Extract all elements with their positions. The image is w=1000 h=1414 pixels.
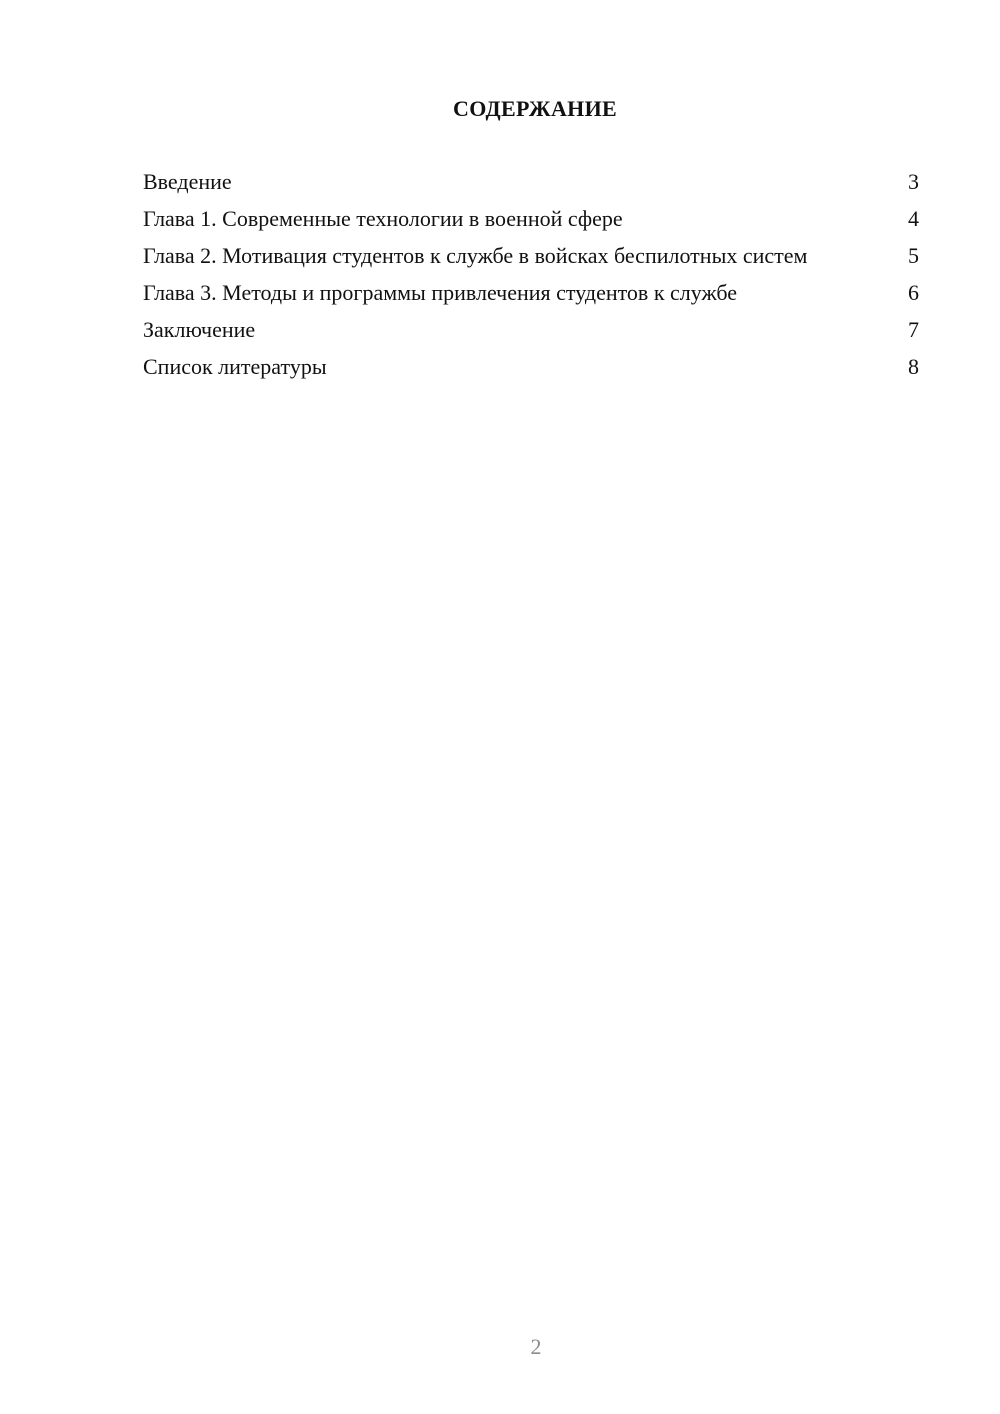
toc-entry-title: Список литературы [143, 354, 327, 379]
toc-entry-page: 7 [908, 317, 919, 342]
toc-entry-chapter-1[interactable] [143, 205, 919, 232]
toc-entry-title: Введение [143, 169, 232, 194]
toc-entry-introduction[interactable] [143, 168, 919, 195]
toc-entry-references[interactable] [143, 353, 919, 380]
toc-entry-title: Глава 1. Современные технологии в военной сфере [143, 206, 623, 231]
toc-entry-conclusion[interactable] [143, 316, 919, 343]
toc-entry-title: Глава 3. Методы и программы привлечения студентов к службе [143, 280, 738, 305]
table-of-contents [143, 168, 919, 390]
toc-entry-page: 5 [908, 243, 919, 268]
toc-entry-chapter-3[interactable] [143, 279, 919, 306]
toc-entry-title: Заключение [143, 317, 256, 342]
toc-entry-page: 3 [908, 169, 919, 194]
toc-entry-page: 8 [908, 354, 919, 379]
toc-entry-title: Глава 2. Мотивация студентов к службе в войсках беспилотных систем [143, 243, 808, 268]
page-number: 2 [530, 1334, 542, 1359]
toc-entry-page: 4 [908, 206, 919, 231]
toc-entry-page: 6 [908, 280, 919, 305]
toc-heading: СОДЕРЖАНИЕ [453, 96, 617, 121]
toc-entry-chapter-2[interactable] [143, 242, 919, 269]
